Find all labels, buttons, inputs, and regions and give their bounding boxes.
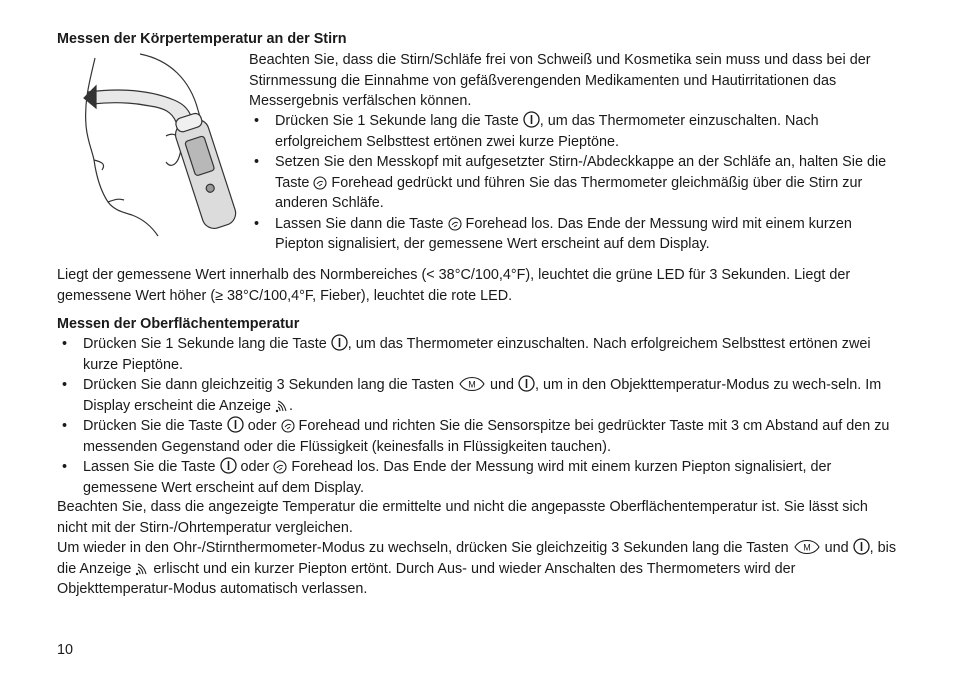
forehead-button-icon (448, 217, 462, 231)
note-text: , bis die Anzeige (57, 540, 897, 577)
power-button-icon (853, 538, 870, 555)
object-mode-indicator-icon (135, 562, 149, 576)
note-text: erlischt und ein kurzer Piepton ertönt. Durch Aus- und wieder Anschalten des Thermometers wird der Objekttemperatur-Modus automatisch verlassen. (57, 560, 796, 597)
power-button-icon (518, 375, 535, 392)
step-text: und (485, 377, 518, 393)
forehead-steps-list (249, 111, 899, 255)
surface-note-text: Beachten Sie, dass die angezeigte Temperatur die ermittelte und nicht die angepasste Oberflächentemperatur ist. Sie lässt sich nicht mit der Stirn-/Ohrtemperatur vergleichen. (57, 499, 868, 536)
step-text: , um das Thermometer einzuschalten. Nach erfolgreichem Selbsttest ertönen zwei kurze Pieptöne. (83, 336, 871, 373)
forehead-button-icon (273, 460, 287, 474)
power-button-icon (523, 111, 540, 128)
list-item (249, 111, 899, 152)
step-text: Drücken Sie die Taste (83, 418, 227, 434)
forehead-measurement-illustration (80, 50, 240, 240)
list-item (249, 152, 899, 214)
step-text: Setzen Sie den Messkopf mit aufgesetzter Stirn-/Abdeckkappe an der Schläfe an, halten Sie die Taste (275, 154, 887, 191)
page-number: 10 (57, 642, 74, 658)
mode-button-letter: M (468, 379, 476, 390)
step-text: , um in den Objekttemperatur-Modus zu wech-seln. Im Display erscheint die Anzeige (83, 377, 882, 414)
step-text: Forehead los. Das Ende der Messung wird mit einem kurzen Piepton signalisiert, der gemessene Wert erscheint auf dem Display. (83, 459, 832, 496)
power-button-icon (220, 457, 237, 474)
mode-button-letter: M (802, 542, 811, 553)
list-item (57, 375, 902, 416)
power-button-icon (331, 334, 348, 351)
list-item (249, 214, 899, 255)
mode-button-icon (793, 539, 821, 555)
step-text: Forehead und richten Sie die Sensorspitze bei gedrückter Taste mit 3 cm Abstand auf den zu messenden Gegenstand oder die Flüssigkeit (keinesfalls in Flüssigkeiten tauchen). (83, 418, 890, 455)
forehead-intro-text: Beachten Sie, dass die Stirn/Schläfe frei von Schweiß und Kosmetika sein muss und dass bei der Stirnmessung die Einnahme von gefäßverengenden Medikamenten und Hautirritationen das Messergebnis verfälschen können. (249, 52, 871, 109)
forehead-button-icon (313, 176, 327, 190)
step-text: Drücken Sie dann gleichzeitig 3 Sekunden lang die Tasten (83, 377, 458, 393)
step-text: Drücken Sie 1 Sekunde lang die Taste (83, 336, 331, 352)
step-text: , um das Thermometer einzuschalten. Nach erfolgreichem Selbsttest ertönen zwei kurze Pieptöne. (275, 113, 819, 150)
led-info-text: Liegt der gemessene Wert innerhalb des Normbereiches (< 38°C/100,4°F), leuchtet die grüne LED für 3 Sekunden. Liegt der gemessene Wert höher (≥ 38°C/100,4°F, Fieber), leuchtet die rote LED. (57, 267, 851, 304)
step-text: Drücken Sie 1 Sekunde lang die Taste (275, 113, 523, 129)
section-heading-surface: Messen der Oberflächentemperatur (57, 316, 300, 332)
power-button-icon (227, 416, 244, 433)
step-text: Forehead gedrückt und führen Sie das Thermometer gleichmäßig über die Stirn zur anderen Schläfe. (275, 174, 863, 211)
note-text: und (824, 540, 853, 556)
step-text: . (288, 397, 293, 414)
surface-steps-list (57, 334, 902, 498)
list-item (57, 334, 902, 375)
list-item (57, 416, 902, 457)
return-mode-text (57, 538, 902, 600)
step-text: Forehead los. Das Ende der Messung wird mit einem kurzen Piepton signalisiert, der gemessene Wert erscheint auf dem Display. (275, 215, 852, 252)
forehead-button-icon (281, 419, 295, 433)
step-text: Lassen Sie dann die Taste (275, 215, 448, 232)
step-text: oder (236, 459, 274, 475)
mode-button-icon (458, 376, 486, 392)
step-text: Lassen Sie die Taste (83, 459, 220, 475)
note-text: Um wieder in den Ohr-/Stirnthermometer-Modus zu wechseln, drücken Sie gleichzeitig 3 Sekunden lang die Tasten (57, 540, 793, 556)
object-mode-indicator-icon (275, 399, 289, 413)
section-heading-forehead: Messen der Körpertemperatur an der Stirn (57, 31, 347, 47)
list-item (57, 457, 902, 498)
step-text: oder (243, 418, 281, 434)
